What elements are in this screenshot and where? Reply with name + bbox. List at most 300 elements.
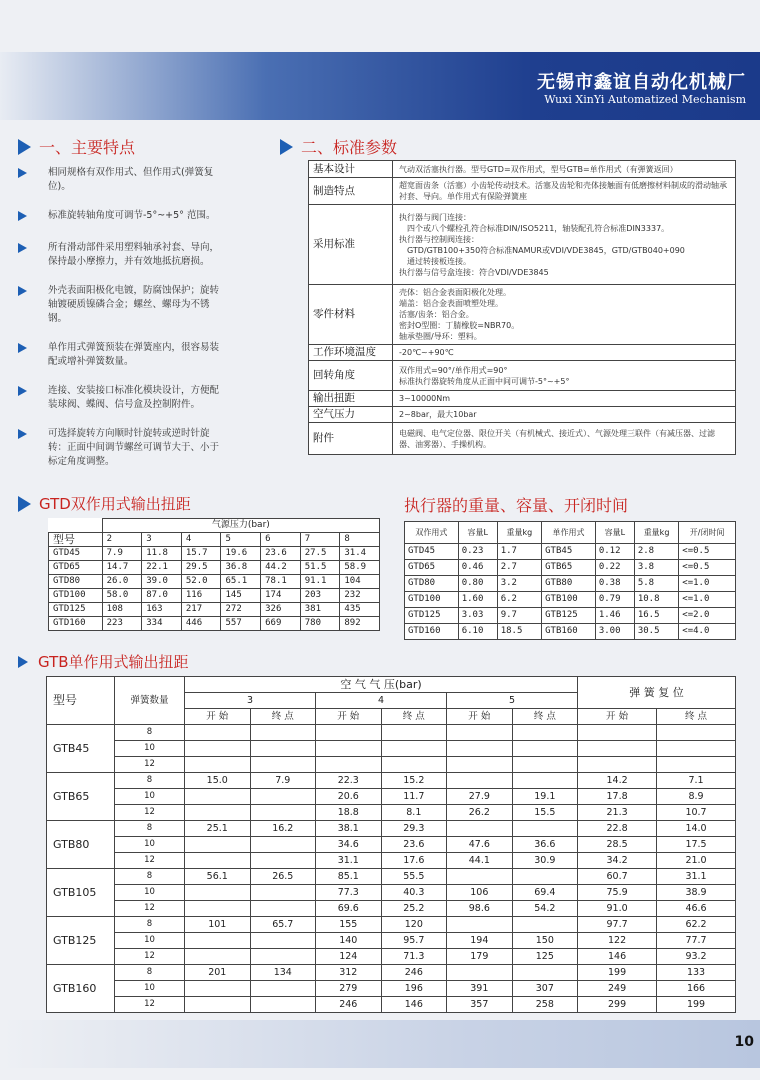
torque-cell: 54.2	[512, 901, 578, 917]
torque-cell: 17.5	[657, 837, 736, 853]
torque-cell: 7.9	[102, 547, 142, 561]
torque-cell: 55.5	[381, 869, 447, 885]
table-cell: <=0.5	[679, 560, 736, 576]
table-cell: 3.03	[458, 608, 497, 624]
torque-cell: 108	[102, 603, 142, 617]
table-row	[47, 997, 736, 1013]
torque-cell: 58.0	[102, 589, 142, 603]
spring-count-cell: 10	[115, 789, 185, 805]
torque-cell: 258	[512, 997, 578, 1013]
header-banner	[0, 52, 760, 120]
table-row	[47, 805, 736, 821]
feature-item	[18, 341, 228, 369]
torque-cell: 14.0	[657, 821, 736, 837]
company-name-cn: 无锡市鑫谊自动化机械厂	[537, 72, 746, 93]
torque-cell	[185, 741, 251, 757]
torque-cell	[250, 885, 316, 901]
model-cell: GTD100	[49, 589, 103, 603]
gtb-torque-title: GTB单作用式输出扭距	[18, 651, 189, 672]
table-row	[49, 617, 380, 631]
torque-cell: 196	[381, 981, 447, 997]
start-label: 开 始	[578, 709, 657, 725]
torque-cell	[185, 853, 251, 869]
torque-cell: 14.7	[102, 561, 142, 575]
torque-cell	[185, 725, 251, 741]
torque-cell: 557	[221, 617, 261, 631]
table-cell: 0.80	[458, 576, 497, 592]
end-label: 终 点	[381, 709, 447, 725]
torque-cell: 40.3	[381, 885, 447, 901]
torque-cell	[447, 757, 513, 773]
torque-cell: 69.6	[316, 901, 382, 917]
torque-cell: 199	[657, 997, 736, 1013]
start-label: 开 始	[316, 709, 382, 725]
table-cell: <=1.0	[679, 576, 736, 592]
torque-cell: 134	[250, 965, 316, 981]
torque-cell	[657, 741, 736, 757]
table-cell: 30.5	[634, 624, 678, 640]
table-row	[405, 608, 736, 624]
torque-cell: 101	[185, 917, 251, 933]
triangle-bullet-icon	[18, 656, 28, 668]
torque-cell: 36.8	[221, 561, 261, 575]
table-row	[47, 773, 736, 789]
table-row	[49, 589, 380, 603]
table-row	[47, 757, 736, 773]
torque-cell	[447, 741, 513, 757]
features-title: 一、主要特点	[18, 135, 135, 158]
triangle-bullet-icon	[18, 386, 48, 412]
table-cell: 1.60	[458, 592, 497, 608]
torque-cell: 91.0	[578, 901, 657, 917]
param-row	[309, 423, 736, 455]
torque-cell: 21.0	[657, 853, 736, 869]
torque-cell: 31.1	[316, 853, 382, 869]
torque-cell: 446	[181, 617, 221, 631]
torque-cell: 8.9	[657, 789, 736, 805]
torque-cell: 85.1	[316, 869, 382, 885]
torque-cell	[250, 789, 316, 805]
torque-cell: 25.1	[185, 821, 251, 837]
torque-cell: 25.2	[381, 901, 447, 917]
torque-cell: 780	[300, 617, 340, 631]
torque-cell: 217	[181, 603, 221, 617]
pressure-value: 2	[102, 533, 142, 547]
table-cell: 2.7	[497, 560, 541, 576]
column-header: 开/闭时间	[679, 522, 736, 544]
torque-cell: 166	[657, 981, 736, 997]
torque-cell: 312	[316, 965, 382, 981]
param-row	[309, 345, 736, 361]
table-row	[405, 560, 736, 576]
model-cell: GTD65	[49, 561, 103, 575]
table-cell: GTB65	[542, 560, 596, 576]
param-value	[393, 205, 736, 285]
torque-cell: 246	[316, 997, 382, 1013]
spring-count-cell: 12	[115, 805, 185, 821]
table-cell: 18.5	[497, 624, 541, 640]
param-row	[309, 361, 736, 391]
torque-cell: 98.6	[447, 901, 513, 917]
triangle-bullet-icon	[280, 139, 293, 155]
torque-cell	[447, 869, 513, 885]
torque-cell: 116	[181, 589, 221, 603]
table-row	[47, 853, 736, 869]
torque-cell	[250, 837, 316, 853]
table-cell: 16.5	[634, 608, 678, 624]
torque-cell	[578, 725, 657, 741]
table-cell: GTD45	[405, 544, 459, 560]
feature-text: 标准旋转轴角度可调节-5°~+5° 范围。	[48, 210, 216, 221]
torque-cell: 146	[381, 997, 447, 1013]
torque-cell: 15.7	[181, 547, 221, 561]
corner-cell	[49, 519, 103, 533]
spring-count-cell: 8	[115, 821, 185, 837]
param-key: 零件材料	[309, 285, 393, 345]
footer-band	[0, 1020, 760, 1068]
torque-cell: 106	[447, 885, 513, 901]
param-line: GTD/GTB100+350符合标准NAMUR或VDI/VDE3845，GTD/GTB040+090	[399, 245, 685, 255]
model-cell: GTD80	[49, 575, 103, 589]
table-cell: <=0.5	[679, 544, 736, 560]
param-row	[309, 205, 736, 285]
header-row	[405, 522, 736, 544]
end-label: 终 点	[250, 709, 316, 725]
torque-cell: 299	[578, 997, 657, 1013]
torque-cell: 140	[316, 933, 382, 949]
table-cell: 1.46	[595, 608, 634, 624]
param-line: 密封O型圈：丁腈橡胶=NBR70。	[399, 321, 520, 330]
table-cell: 3.00	[595, 624, 634, 640]
table-cell: 1.7	[497, 544, 541, 560]
torque-cell	[316, 757, 382, 773]
torque-cell: 19.1	[512, 789, 578, 805]
table-cell: GTD65	[405, 560, 459, 576]
torque-cell: 65.7	[250, 917, 316, 933]
table-row	[47, 789, 736, 805]
table-cell: 0.38	[595, 576, 634, 592]
torque-cell: 174	[261, 589, 301, 603]
torque-cell: 44.2	[261, 561, 301, 575]
start-label: 开 始	[447, 709, 513, 725]
torque-cell: 133	[657, 965, 736, 981]
param-row	[309, 391, 736, 407]
torque-cell: 22.1	[142, 561, 182, 575]
torque-cell: 145	[221, 589, 261, 603]
table-cell: 0.23	[458, 544, 497, 560]
torque-cell: 124	[316, 949, 382, 965]
param-line: 执行器与信号盒连接：符合VDI/VDE3845	[399, 267, 549, 277]
spring-count-cell: 10	[115, 981, 185, 997]
company-name-en: Wuxi XinYi Automatized Mechanism	[544, 93, 746, 106]
torque-cell: 104	[340, 575, 380, 589]
torque-cell	[185, 997, 251, 1013]
table-cell: 10.8	[634, 592, 678, 608]
model-label: 型号	[47, 677, 115, 725]
end-label: 终 点	[512, 709, 578, 725]
feature-text: 可选择旋转方向顺时针旋转或逆时针旋转：正面中间调节螺丝可调节大于、小于标定角度调整。	[48, 428, 220, 467]
torque-cell	[512, 757, 578, 773]
torque-cell: 11.7	[381, 789, 447, 805]
model-cell: GTD160	[49, 617, 103, 631]
triangle-bullet-icon	[18, 429, 48, 469]
torque-cell: 62.2	[657, 917, 736, 933]
features-list	[18, 166, 228, 484]
spring-count-cell: 12	[115, 901, 185, 917]
torque-cell: 163	[142, 603, 182, 617]
torque-cell	[250, 741, 316, 757]
torque-cell: 29.5	[181, 561, 221, 575]
torque-cell: 26.2	[447, 805, 513, 821]
param-line: 2~8bar，最大10bar	[399, 410, 477, 419]
table-cell: 0.22	[595, 560, 634, 576]
param-value	[393, 423, 736, 455]
torque-cell	[578, 741, 657, 757]
torque-cell	[250, 853, 316, 869]
torque-cell	[657, 725, 736, 741]
spring-count-cell: 12	[115, 853, 185, 869]
torque-cell: 58.9	[340, 561, 380, 575]
torque-cell: 87.0	[142, 589, 182, 603]
table-cell: 3.2	[497, 576, 541, 592]
table-cell: 0.46	[458, 560, 497, 576]
spring-count-cell: 8	[115, 869, 185, 885]
param-line: 壳体：铝合金表面阳极化处理。	[399, 288, 511, 297]
table-cell: 5.8	[634, 576, 678, 592]
torque-cell: 203	[300, 589, 340, 603]
model-cell: GTB45	[47, 725, 115, 773]
header-row	[47, 677, 736, 693]
spring-count-cell: 10	[115, 741, 185, 757]
torque-cell: 26.0	[102, 575, 142, 589]
table-row	[47, 965, 736, 981]
param-value	[393, 345, 736, 361]
torque-cell: 75.9	[578, 885, 657, 901]
torque-cell: 28.5	[578, 837, 657, 853]
torque-cell: 60.7	[578, 869, 657, 885]
feature-text: 所有滑动部件采用塑料轴承衬套、导向，保持最小摩擦力，并有效地抵抗磨损。	[48, 242, 220, 267]
param-line: 通过转接板连接。	[399, 256, 471, 266]
torque-cell: 249	[578, 981, 657, 997]
table-row	[47, 949, 736, 965]
model-cell: GTD45	[49, 547, 103, 561]
table-cell: 0.12	[595, 544, 634, 560]
feature-item	[18, 209, 228, 226]
torque-cell: 31.4	[340, 547, 380, 561]
torque-cell: 669	[261, 617, 301, 631]
spring-label: 弹簧数量	[115, 677, 185, 725]
torque-cell	[250, 725, 316, 741]
spring-count-cell: 10	[115, 837, 185, 853]
table-row	[47, 821, 736, 837]
table-cell: <=4.0	[679, 624, 736, 640]
end-label: 终 点	[657, 709, 736, 725]
torque-cell	[512, 965, 578, 981]
param-line: 气动双活塞执行器。型号GTD=双作用式，型号GTB=单作用式（有弹簧返回）	[399, 164, 678, 174]
spring-count-cell: 8	[115, 773, 185, 789]
param-line: 轴承垫圈/导环：塑料。	[399, 332, 482, 341]
torque-cell: 146	[578, 949, 657, 965]
param-key: 输出扭距	[309, 391, 393, 407]
torque-cell	[381, 725, 447, 741]
feature-item	[18, 166, 228, 194]
torque-cell: 34.6	[316, 837, 382, 853]
pressure-value: 7	[300, 533, 340, 547]
header-row	[49, 519, 380, 533]
torque-cell: 71.3	[381, 949, 447, 965]
torque-cell: 150	[512, 933, 578, 949]
spring-count-cell: 10	[115, 885, 185, 901]
torque-cell: 199	[578, 965, 657, 981]
model-cell: GTB105	[47, 869, 115, 917]
torque-cell: 46.6	[657, 901, 736, 917]
pressure-value: 4	[316, 693, 447, 709]
model-cell: GTB125	[47, 917, 115, 965]
table-cell: GTD160	[405, 624, 459, 640]
torque-cell: 435	[340, 603, 380, 617]
torque-cell: 357	[447, 997, 513, 1013]
torque-cell: 38.9	[657, 885, 736, 901]
table-row	[47, 725, 736, 741]
feature-text: 相同规格有双作用式、但作用式(弹簧复位)。	[48, 167, 214, 192]
torque-cell	[512, 773, 578, 789]
torque-cell: 36.6	[512, 837, 578, 853]
torque-cell: 22.8	[578, 821, 657, 837]
torque-cell: 77.3	[316, 885, 382, 901]
torque-cell: 10.7	[657, 805, 736, 821]
param-line: 电磁阀、电气定位器、限位开关（有机械式、接近式）、气源处理三联件（有减压器、过滤器、油雾器）、手操机构。	[399, 428, 715, 449]
spring-count-cell: 10	[115, 933, 185, 949]
torque-cell: 44.1	[447, 853, 513, 869]
torque-cell	[250, 981, 316, 997]
torque-cell	[381, 757, 447, 773]
table-cell: 3.8	[634, 560, 678, 576]
pressure-value: 4	[181, 533, 221, 547]
column-header: 容量L	[595, 522, 634, 544]
torque-cell	[657, 757, 736, 773]
torque-cell: 122	[578, 933, 657, 949]
spring-count-cell: 8	[115, 917, 185, 933]
table-row	[47, 901, 736, 917]
torque-cell	[185, 789, 251, 805]
torque-cell: 20.6	[316, 789, 382, 805]
torque-cell	[185, 885, 251, 901]
torque-cell: 93.2	[657, 949, 736, 965]
param-line: 执行器与控制阀连接：	[399, 234, 479, 244]
table-cell: GTB100	[542, 592, 596, 608]
pressure-label: 气源压力(bar)	[102, 519, 379, 533]
model-label: 型号	[49, 533, 103, 547]
table-cell: 0.79	[595, 592, 634, 608]
torque-cell: 97.7	[578, 917, 657, 933]
torque-cell: 26.5	[250, 869, 316, 885]
torque-cell: 155	[316, 917, 382, 933]
torque-cell: 223	[102, 617, 142, 631]
torque-cell: 14.2	[578, 773, 657, 789]
torque-cell: 29.3	[381, 821, 447, 837]
triangle-bullet-icon	[18, 243, 48, 269]
spring-count-cell: 8	[115, 725, 185, 741]
feature-item	[18, 241, 228, 269]
torque-cell: 120	[381, 917, 447, 933]
table-cell: 9.7	[497, 608, 541, 624]
standard-params-table	[308, 160, 736, 455]
triangle-bullet-icon	[18, 211, 48, 226]
pressure-value: 5	[221, 533, 261, 547]
model-cell: GTB80	[47, 821, 115, 869]
torque-cell	[185, 949, 251, 965]
column-header: 容量L	[458, 522, 497, 544]
table-row	[49, 575, 380, 589]
torque-cell: 307	[512, 981, 578, 997]
torque-cell: 19.6	[221, 547, 261, 561]
torque-cell: 65.1	[221, 575, 261, 589]
torque-cell: 17.8	[578, 789, 657, 805]
torque-cell: 125	[512, 949, 578, 965]
param-line: 执行器与阀门连接：	[399, 212, 471, 222]
param-value	[393, 361, 736, 391]
table-row	[405, 592, 736, 608]
torque-cell: 8.1	[381, 805, 447, 821]
torque-cell: 52.0	[181, 575, 221, 589]
torque-cell: 21.3	[578, 805, 657, 821]
model-cell: GTB160	[47, 965, 115, 1013]
triangle-bullet-icon	[18, 286, 48, 326]
table-row	[49, 561, 380, 575]
spring-count-cell: 12	[115, 757, 185, 773]
param-key: 工作环境温度	[309, 345, 393, 361]
torque-cell: 279	[316, 981, 382, 997]
torque-cell: 7.9	[250, 773, 316, 789]
torque-cell: 194	[447, 933, 513, 949]
spring-return-label: 弹 簧 复 位	[578, 677, 736, 709]
column-header: 重量kg	[634, 522, 678, 544]
param-key: 采用标准	[309, 205, 393, 285]
param-value	[393, 391, 736, 407]
triangle-bullet-icon	[18, 139, 31, 155]
start-label: 开 始	[185, 709, 251, 725]
table-row	[49, 547, 380, 561]
torque-cell	[250, 933, 316, 949]
param-row	[309, 161, 736, 178]
table-cell: 6.2	[497, 592, 541, 608]
torque-cell: 47.6	[447, 837, 513, 853]
spring-count-cell: 12	[115, 997, 185, 1013]
header-row	[49, 533, 380, 547]
air-pressure-label: 空 气 气 压(bar)	[185, 677, 578, 693]
column-header: 双作用式	[405, 522, 459, 544]
param-row	[309, 285, 736, 345]
torque-cell	[185, 757, 251, 773]
table-cell: GTD100	[405, 592, 459, 608]
model-cell: GTB65	[47, 773, 115, 821]
pressure-value: 8	[340, 533, 380, 547]
torque-cell: 272	[221, 603, 261, 617]
table-row	[405, 544, 736, 560]
table-cell: 2.8	[634, 544, 678, 560]
table-row	[47, 885, 736, 901]
param-key: 基本设计	[309, 161, 393, 178]
table-row	[47, 741, 736, 757]
torque-cell: 95.7	[381, 933, 447, 949]
triangle-bullet-icon	[18, 343, 48, 369]
table-row	[49, 603, 380, 617]
torque-cell: 23.6	[381, 837, 447, 853]
spring-count-cell: 8	[115, 965, 185, 981]
torque-cell: 34.2	[578, 853, 657, 869]
torque-cell	[250, 901, 316, 917]
table-cell: GTB160	[542, 624, 596, 640]
